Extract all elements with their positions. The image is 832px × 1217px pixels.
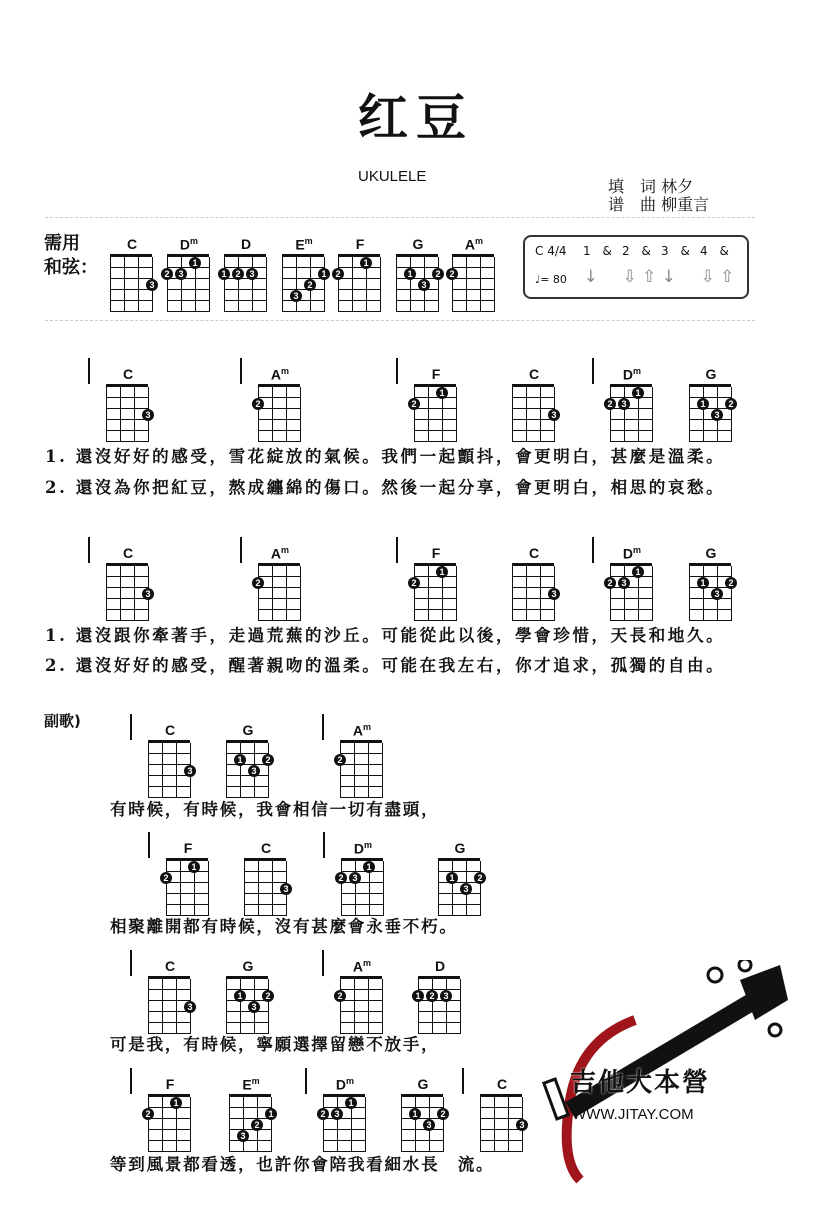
chord-name: $A^m$ [270,366,290,383]
chord-name: $D^m$ [179,236,199,253]
finger-dot: 1 [436,566,448,578]
chord-name: C [260,840,272,856]
chord-name: $E^m$ [242,1076,260,1093]
fretboard [106,563,151,621]
beat: 4 [700,244,708,258]
beat: 1 [583,244,591,258]
lyric-line: 有時候，有時候，我會相信一切有盡頭， [110,800,440,819]
fretboard [255,384,300,442]
fretboard [255,563,300,621]
fretboard [438,858,483,916]
finger-dot: 3 [146,279,158,291]
tempo: ♩= 80 [535,273,567,286]
composer-label: 谱 曲 [608,195,657,214]
finger-dot: 1 [318,268,330,280]
finger-dot: 1 [188,861,200,873]
chord-name: C [528,366,540,382]
fretboard [689,384,734,442]
chord-name: F [431,545,441,561]
fretboard [337,740,382,798]
chord-name: C [528,545,540,561]
chord-name: $A^m$ [270,545,290,562]
finger-dot: 2 [160,872,172,884]
finger-dot: 1 [360,257,372,269]
chord-name: $D^m$ [622,545,642,562]
fretboard [148,740,193,798]
finger-dot: 1 [697,398,709,410]
finger-dot: 2 [262,754,274,766]
chord-name: $D^m$ [335,1076,355,1093]
finger-dot: 3 [184,765,196,777]
label-line: 需用 [44,233,80,254]
finger-dot: 3 [418,279,430,291]
chord-name: C [122,366,134,382]
finger-dot: 3 [290,290,302,302]
chord-name: $A^m$ [464,236,484,253]
finger-dot: 2 [408,577,420,589]
beat-counts [583,244,739,258]
finger-dot: 2 [408,398,420,410]
beat: & [641,244,651,258]
fretboard [229,1094,274,1152]
finger-dot: 1 [265,1108,277,1120]
finger-dot: 2 [262,990,274,1002]
lyric-line: 2. 還沒為你把紅豆，熬成纏綿的傷口。然後一起分享，會更明白，相思的哀愁。 [45,478,726,497]
chord-name: G [242,958,254,974]
chord-name: F [355,236,365,252]
finger-dot: 3 [237,1130,249,1142]
fretboard [689,563,734,621]
chord-name: C [122,545,134,561]
down-arrow-icon: ⇩ [622,267,637,287]
lyric-line: 1. 還沒跟你牽著手，走過荒蕪的沙丘。可能從此以後，學會珍惜，天長和地久。 [45,626,726,645]
fretboard [145,1094,190,1152]
finger-dot: 2 [437,1108,449,1120]
fretboard [226,976,271,1034]
strum-arrows [581,267,737,287]
fretboard [607,384,652,442]
required-chords-label [44,232,98,280]
chord-name: F [431,366,441,382]
lyric-line: 可是我，有時候，寧願選擇留戀不放手， [110,1035,440,1054]
chord-name: C [164,722,176,738]
finger-dot: 3 [331,1108,343,1120]
finger-dot: 2 [725,398,737,410]
logo-url: WWW.JITAY.COM [572,1106,694,1123]
finger-dot: 3 [440,990,452,1002]
fretboard [449,254,494,312]
finger-dot: 3 [248,765,260,777]
lyric-line: 相聚離開都有時候，沒有甚麼會永垂不朽。 [110,917,458,936]
beat: & [602,244,612,258]
finger-dot: 3 [175,268,187,280]
chord-name: F [165,1076,175,1092]
fretboard [320,1094,365,1152]
finger-dot: 1 [234,754,246,766]
fretboard [337,976,382,1034]
chord-name: C [126,236,138,252]
time-signature: C 4/4 [535,244,567,258]
fretboard [415,976,460,1034]
fretboard [335,254,380,312]
finger-dot: 3 [516,1119,528,1131]
fretboard [221,254,266,312]
beat: & [719,244,729,258]
finger-dot: 2 [142,1108,154,1120]
finger-dot: 2 [725,577,737,589]
fretboard [607,563,652,621]
fretboard [396,254,441,312]
finger-dot: 1 [697,577,709,589]
fretboard [411,563,456,621]
down-arrow-icon: ↓ [661,267,676,287]
chord-name: G [705,366,717,382]
finger-dot: 3 [460,883,472,895]
chord-name: D [434,958,446,974]
finger-dot: 2 [252,577,264,589]
finger-dot: 2 [161,268,173,280]
lyric-line: 等到風景都看透，也許你會陪我看細水長 流。 [110,1155,495,1174]
finger-dot: 2 [446,268,458,280]
up-arrow-icon: ⇧ [642,267,657,287]
finger-dot: 2 [334,754,346,766]
finger-dot: 1 [632,566,644,578]
finger-dot: 1 [632,387,644,399]
finger-dot: 2 [251,1119,263,1131]
finger-dot: 1 [446,872,458,884]
chord-name: $E^m$ [295,236,313,253]
finger-dot: 3 [618,398,630,410]
fretboard [282,254,327,312]
finger-dot: 1 [218,268,230,280]
finger-dot: 3 [548,409,560,421]
fretboard [411,384,456,442]
divider [45,217,755,218]
finger-dot: 3 [142,409,154,421]
finger-dot: 1 [363,861,375,873]
finger-dot: 1 [412,990,424,1002]
finger-dot: 3 [423,1119,435,1131]
lyricist: 林夕 [661,177,694,196]
fretboard [338,858,383,916]
finger-dot: 1 [234,990,246,1002]
fretboard [226,740,271,798]
finger-dot: 1 [345,1097,357,1109]
finger-dot: 2 [332,268,344,280]
chord-name: $D^m$ [353,840,373,857]
finger-dot: 2 [334,990,346,1002]
finger-dot: 1 [409,1108,421,1120]
lyric-line: 1. 還沒好好的感受，雪花綻放的氣候。我們一起顫抖，會更明白，甚麼是溫柔。 [45,447,726,466]
fretboard [148,976,193,1034]
up-arrow-icon: ⇧ [720,267,735,287]
finger-dot: 3 [349,872,361,884]
chord-name: G [454,840,466,856]
fretboard [512,563,557,621]
chord-name: C [164,958,176,974]
finger-dot: 3 [248,1001,260,1013]
fretboard [164,254,209,312]
chord-name: $A^m$ [352,722,372,739]
finger-dot: 2 [317,1108,329,1120]
chord-name: $A^m$ [352,958,372,975]
chord-name: G [242,722,254,738]
lyricist-label: 填 词 [608,177,657,196]
instrument-label: UKULELE [358,168,427,185]
chord-name: G [705,545,717,561]
fretboard [106,384,151,442]
finger-dot: 2 [252,398,264,410]
chord-name: D [240,236,252,252]
divider [45,320,755,321]
finger-dot: 2 [604,577,616,589]
fretboard [512,384,557,442]
fretboard [244,858,289,916]
song-title: 红豆 [358,88,474,147]
fretboard [401,1094,446,1152]
chord-name: C [496,1076,508,1092]
strum-pattern-box [523,235,749,299]
finger-dot: 2 [232,268,244,280]
finger-dot: 2 [426,990,438,1002]
finger-dot: 1 [189,257,201,269]
finger-dot: 2 [432,268,444,280]
finger-dot: 3 [184,1001,196,1013]
finger-dot: 2 [335,872,347,884]
chord-name: G [412,236,424,252]
logo-name: 吉他大本營 [570,1068,711,1098]
finger-dot: 1 [404,268,416,280]
finger-dot: 3 [246,268,258,280]
chord-name: F [183,840,193,856]
fretboard [110,254,155,312]
finger-dot: 3 [618,577,630,589]
composer-credit [608,192,709,215]
beat: & [680,244,690,258]
fretboard [163,858,208,916]
down-arrow-icon: ↓ [583,267,598,287]
chord-name: $D^m$ [622,366,642,383]
finger-dot: 2 [304,279,316,291]
finger-dot: 2 [604,398,616,410]
fretboard [480,1094,525,1152]
lyric-line: 2. 還沒好好的感受，醒著親吻的溫柔。可能在我左右，你才追求，孤獨的自由。 [45,656,726,675]
beat: 3 [661,244,669,258]
finger-dot: 3 [711,588,723,600]
finger-dot: 3 [142,588,154,600]
finger-dot: 1 [436,387,448,399]
chord-name: G [417,1076,429,1092]
finger-dot: 2 [474,872,486,884]
composer: 柳重言 [661,195,710,214]
finger-dot: 3 [711,409,723,421]
label-line: 和弦： [44,257,98,278]
down-arrow-icon: ⇩ [700,267,715,287]
finger-dot: 3 [548,588,560,600]
finger-dot: 3 [280,883,292,895]
chorus-label: 副歌) [44,712,81,730]
beat: 2 [622,244,630,258]
finger-dot: 1 [170,1097,182,1109]
